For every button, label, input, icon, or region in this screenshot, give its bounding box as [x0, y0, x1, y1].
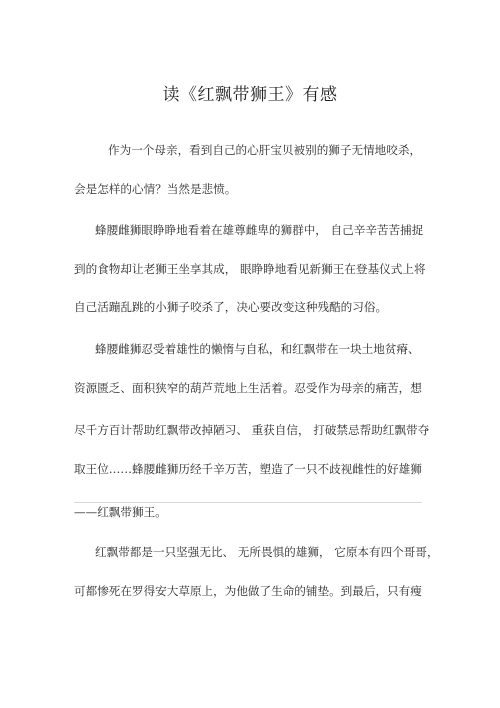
paragraph-line: 红飘带都是一只坚强无比、 无所畏惧的雄狮， 它原本有四个哥哥， — [95, 545, 439, 559]
paragraph-line: 可都惨死在罗得安大草原上，为他做了生命的铺垫。到最后，只有瘦 — [74, 584, 422, 598]
paragraph-line: 尽千方百计帮助红飘带改掉陋习、 重获自信， 打破禁忌帮助红飘带夺 — [74, 423, 430, 437]
paragraph-line: 作为一个母亲，看到自己的心肝宝贝被别的狮子无情地咬杀， — [108, 143, 422, 157]
paragraph-line: 会是怎样的心情？当然是悲愤。 — [74, 182, 237, 196]
paragraph-line: 到的食物却让老狮王坐享其成， 眼睁睁地看见新狮王在登基仪式上将 — [74, 262, 426, 276]
paragraph-line: ——红飘带狮王。 — [74, 505, 167, 519]
paragraph-line: 蜂腰雌狮忍受着雄性的懒惰与自私，和红飘带在一块土地贫瘠、 — [95, 342, 420, 356]
paragraph-line: 蜂腰雌狮眼睁睁地看着在雄尊雌卑的狮群中， 自己辛辛苦苦捕捉 — [95, 223, 424, 237]
page-title: 读《红飘带狮王》有感 — [162, 85, 338, 105]
paragraph-line: 取王位……蜂腰雌狮历经千辛万苦，塑造了一只不歧视雌性的好雄狮 — [74, 462, 422, 476]
paragraph-line: 自己活蹦乱跳的小狮子咬杀了，决心要改变这种残酷的习俗。 — [74, 300, 388, 314]
paragraph-line: 资源匮乏、面积狭窄的葫芦荒地上生活着。忍受作为母亲的痛苦，想 — [74, 381, 422, 395]
page-divider — [74, 502, 422, 503]
